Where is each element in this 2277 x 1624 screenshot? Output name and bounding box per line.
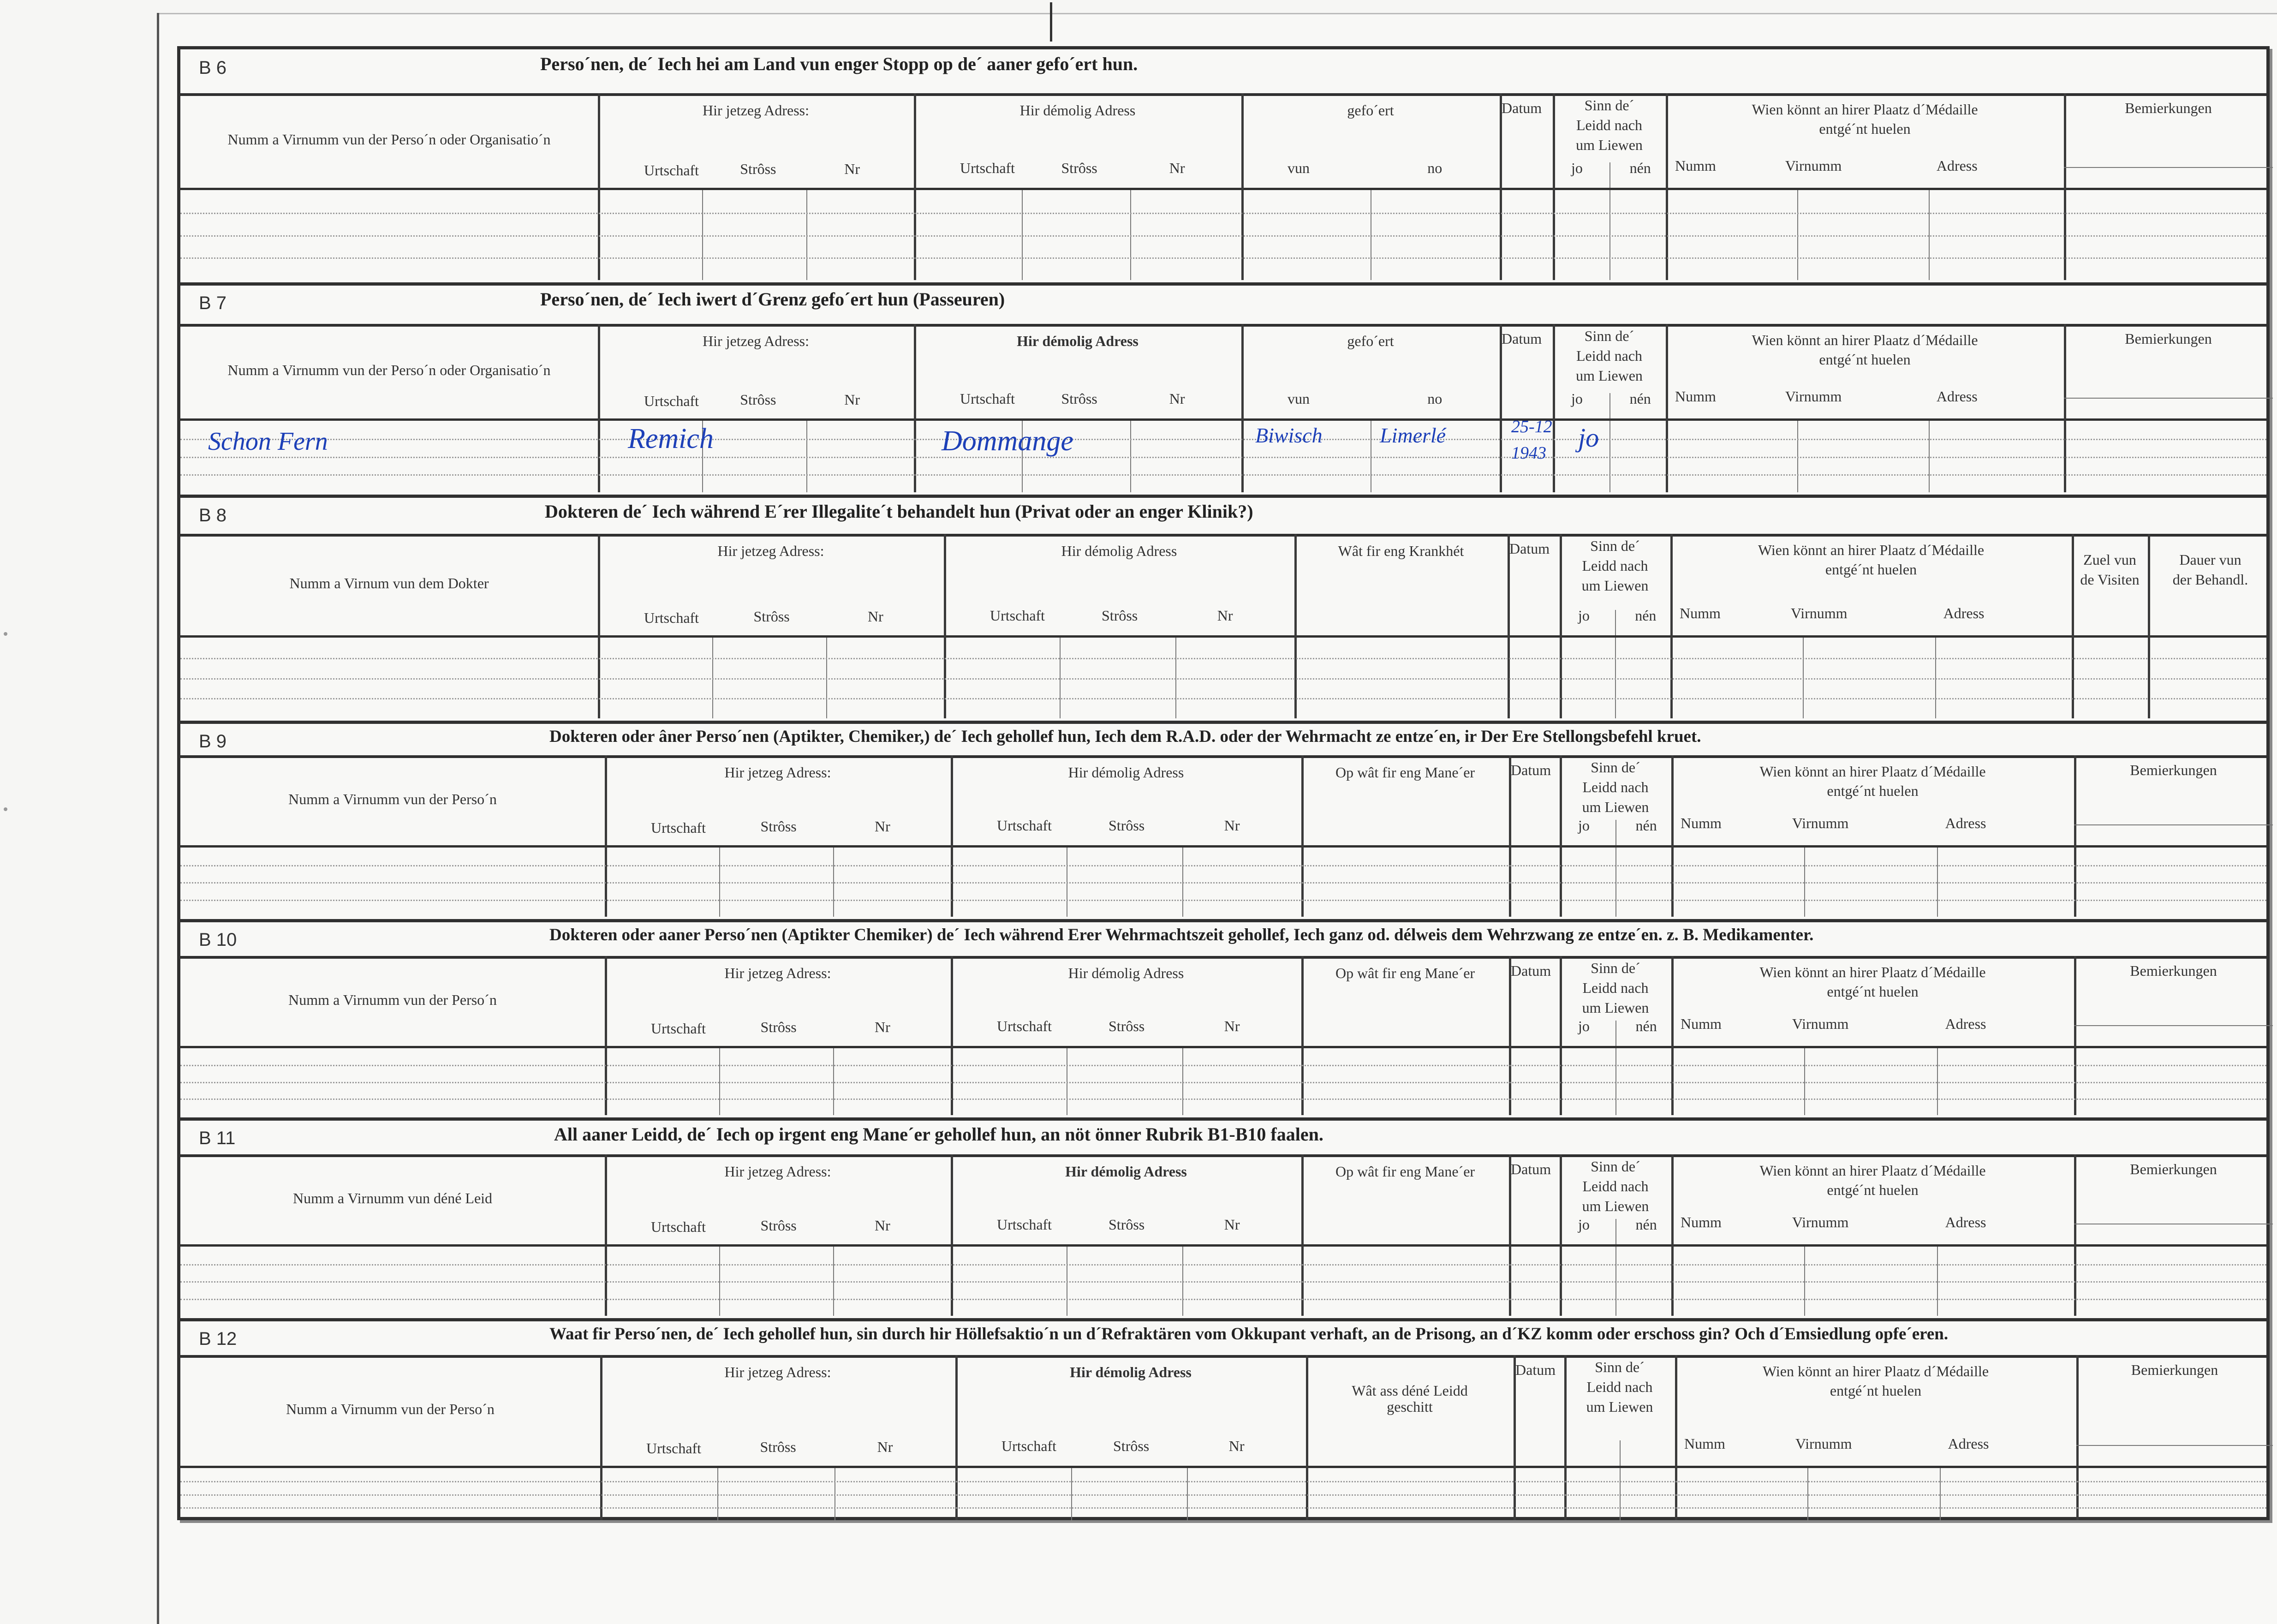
dotted-entry-line	[180, 439, 2266, 440]
dotted-entry-line	[180, 1481, 2266, 1482]
column-rule	[598, 93, 600, 280]
to-subheader: no	[1427, 160, 1442, 176]
dotted-entry-line	[180, 1281, 2266, 1283]
section-code: B 6	[199, 58, 227, 78]
street-subheader: Strôss	[1109, 1018, 1145, 1034]
place-subheader: Urtschaft	[644, 393, 699, 409]
remarks-header: Bemierkungen	[2130, 1161, 2217, 1177]
number-subheader: Nr	[875, 1217, 890, 1234]
address-subheader: Adress	[1943, 605, 1985, 621]
from-subheader: vun	[1288, 390, 1310, 407]
handwritten-name: Schon Fern	[208, 427, 328, 456]
header-rule	[180, 1355, 2266, 1358]
section-divider	[180, 495, 2266, 498]
former-address-header: Hir démolig Adress	[1065, 1163, 1187, 1180]
name-column-header: Numm a Virnumm vun déné Leid	[292, 1189, 493, 1206]
name-column-header: Numm a Virnumm vun der Perso´n	[288, 790, 497, 807]
section-divider	[180, 721, 2266, 724]
street-subheader: Strôss	[1109, 817, 1145, 834]
firstname-subheader: Virnumm	[1792, 1015, 1849, 1032]
column-rule	[1509, 956, 1511, 1115]
column-rule	[944, 534, 946, 718]
address-subheader: Adress	[1936, 157, 1978, 174]
handwritten-yes: jo	[1578, 423, 1599, 453]
column-rule	[1509, 755, 1511, 917]
duration-header: Dauer vun der Behandl.	[2172, 551, 2248, 588]
name-column-header: Numm a Virnumm vun der Perso´n	[286, 1401, 495, 1417]
header-rule	[180, 956, 2266, 959]
section-divider	[180, 1117, 2266, 1121]
dotted-entry-line	[180, 900, 2266, 901]
sub-rule	[2074, 1025, 2273, 1026]
dotted-entry-line	[180, 678, 2266, 680]
risk-header: Sinn de´ Leidd nach um Liewen	[1576, 97, 1643, 154]
header-bottom-rule	[180, 418, 2266, 421]
medal-header: Wien könnt an hirer Plaatz d´Médaille entgé´nt huelen	[1759, 964, 1986, 1000]
manner-header: Op wât fir eng Mane´er	[1335, 1163, 1475, 1180]
number-subheader: Nr	[1217, 607, 1233, 624]
manner-header: Op wât fir eng Mane´er	[1335, 764, 1475, 781]
dotted-entry-line	[180, 213, 2266, 214]
handwritten-current-place: Remich	[628, 423, 714, 454]
section-title: Waat fir Perso´nen, de´ Iech gehollef hun, sin durch hir Höllefsaktio´n un d´Refraktären vom Okkupant verhaft, an de Prisong, an d´KZ komm oder erschoss gin? Och d´Emsiedlung opfe´eren.	[549, 1325, 1949, 1343]
current-address-header: Hir jetzeg Adress:	[724, 965, 831, 981]
dotted-entry-line	[180, 235, 2266, 237]
number-subheader: Nr	[844, 161, 860, 177]
medal-header: Wien könnt an hirer Plaatz d´Médaille entgé´nt huelen	[1752, 101, 1978, 137]
place-subheader: Urtschaft	[997, 1018, 1052, 1034]
no-subheader: nén	[1635, 607, 1657, 624]
number-subheader: Nr	[844, 391, 860, 408]
sub-column-rule	[1615, 610, 1616, 635]
section-title: Dokteren oder âner Perso´nen (Aptikter, Chemiker,) de´ Iech gehollef hun, Iech dem R.A.D. oder der Wehrmacht ze entze´en, ir Der Ere Stellongsbefehl kruet.	[549, 727, 1701, 746]
risk-header: Sinn de´ Leidd nach um Liewen	[1582, 1158, 1649, 1215]
what-happened-header: Wât ass déné Leidd geschitt	[1352, 1382, 1468, 1415]
medal-header: Wien könnt an hirer Plaatz d´Médaille entgé´nt huelen	[1759, 763, 1986, 799]
scan-mark	[4, 632, 7, 636]
date-header: Datum	[1502, 330, 1542, 347]
number-subheader: Nr	[1169, 390, 1185, 407]
yes-subheader: jo	[1578, 1216, 1590, 1233]
date-header: Datum	[1509, 540, 1550, 557]
dotted-entry-line	[180, 1507, 2266, 1509]
sub-column-rule	[1615, 1219, 1616, 1244]
dotted-entry-line	[180, 698, 2266, 699]
address-subheader: Adress	[1936, 388, 1978, 405]
former-address-header: Hir démolig Adress	[1068, 764, 1184, 781]
street-subheader: Strôss	[1061, 160, 1097, 176]
section-code: B 7	[199, 293, 227, 313]
column-rule	[1508, 534, 1510, 718]
surname-subheader: Numm	[1681, 1214, 1722, 1230]
dotted-entry-line	[180, 1082, 2266, 1083]
street-subheader: Strôss	[1109, 1216, 1145, 1233]
header-bottom-rule	[180, 635, 2266, 638]
former-address-header: Hir démolig Adress	[1019, 102, 1136, 119]
header-rule	[180, 1154, 2266, 1157]
address-subheader: Adress	[1945, 815, 1986, 831]
number-subheader: Nr	[1169, 160, 1185, 176]
section-code: B 8	[199, 505, 227, 525]
former-address-header: Hir démolig Adress	[1068, 965, 1184, 981]
place-subheader: Urtschaft	[651, 1218, 706, 1235]
handwritten-from-place: Biwisch	[1255, 424, 1323, 447]
to-subheader: no	[1427, 390, 1442, 407]
place-subheader: Urtschaft	[651, 1020, 706, 1037]
remarks-header: Bemierkungen	[2125, 330, 2212, 347]
place-subheader: Urtschaft	[644, 609, 699, 626]
place-subheader: Urtschaft	[960, 390, 1015, 407]
remarks-header: Bemierkungen	[2130, 962, 2217, 979]
section-code: B 11	[199, 1128, 236, 1148]
no-subheader: nén	[1635, 1018, 1657, 1034]
column-rule	[2074, 956, 2076, 1115]
place-subheader: Urtschaft	[651, 819, 706, 836]
section-divider	[180, 1318, 2266, 1321]
current-address-header: Hir jetzeg Adress:	[724, 1364, 831, 1380]
dotted-entry-line	[180, 257, 2266, 259]
column-rule	[598, 534, 600, 718]
header-bottom-rule	[180, 1466, 2266, 1468]
place-subheader: Urtschaft	[960, 160, 1015, 176]
dotted-entry-line	[180, 1264, 2266, 1266]
dotted-entry-line	[180, 1099, 2266, 1100]
street-subheader: Strôss	[1113, 1438, 1150, 1454]
top-tick-mark	[1050, 2, 1052, 42]
current-address-header: Hir jetzeg Adress:	[702, 102, 810, 119]
sub-rule	[2074, 824, 2273, 825]
sub-rule	[2064, 167, 2273, 168]
no-subheader: nén	[1635, 1216, 1657, 1233]
date-header: Datum	[1511, 1161, 1551, 1177]
address-subheader: Adress	[1945, 1015, 1986, 1032]
column-rule	[1241, 93, 1244, 280]
dotted-entry-line	[180, 865, 2266, 866]
dotted-entry-line	[180, 1494, 2266, 1496]
dotted-entry-line	[180, 457, 2266, 458]
medal-header: Wien könnt an hirer Plaatz d´Médaille entgé´nt huelen	[1762, 1363, 1989, 1399]
header-rule	[180, 324, 2266, 327]
sub-rule	[2064, 398, 2273, 399]
header-rule	[180, 755, 2266, 758]
number-subheader: Nr	[1224, 817, 1240, 834]
name-column-header: Numm a Virnum vun dem Dokter	[289, 575, 489, 591]
firstname-subheader: Virnumm	[1795, 1435, 1852, 1452]
date-header: Datum	[1502, 100, 1542, 116]
risk-header: Sinn de´ Leidd nach um Liewen	[1582, 960, 1649, 1016]
firstname-subheader: Virnumm	[1785, 388, 1842, 405]
medal-header: Wien könnt an hirer Plaatz d´Médaille entgé´nt huelen	[1759, 1162, 1986, 1198]
column-rule	[2064, 93, 2066, 280]
surname-subheader: Numm	[1680, 605, 1721, 621]
section-title: All aaner Leidd, de´ Iech op irgent eng Mane´er gehollef hun, an nöt önner Rubrik B1-B10 faalen.	[554, 1124, 1323, 1145]
number-subheader: Nr	[1224, 1216, 1240, 1233]
remarks-header: Bemierkungen	[2130, 762, 2217, 778]
sub-rule	[2076, 1445, 2273, 1446]
column-rule	[1500, 93, 1502, 280]
number-subheader: Nr	[877, 1439, 893, 1455]
column-rule	[2074, 1154, 2076, 1316]
scan-mark	[4, 807, 7, 811]
section-title: Dokteren de´ Iech während E´rer Illegalite´t behandelt hun (Privat oder an enger Klinik?)	[545, 501, 1253, 522]
street-subheader: Strôss	[760, 1019, 797, 1035]
sub-column-rule	[1615, 1021, 1616, 1046]
no-subheader: nén	[1635, 817, 1657, 834]
address-subheader: Adress	[1945, 1214, 1986, 1230]
street-subheader: Strôss	[760, 1439, 796, 1455]
illness-header: Wât fir eng Krankhét	[1338, 543, 1464, 559]
firstname-subheader: Virnumm	[1785, 157, 1842, 174]
risk-header: Sinn de´ Leidd nach um Liewen	[1581, 537, 1649, 594]
section-title: Dokteren oder aaner Perso´nen (Aptikter Chemiker) de´ Iech während Erer Wehrmachtszeit gehollef, Iech ganz od. délweis dem Wehrzwang ze entze´en. z. B. Medikamenter.	[549, 925, 1814, 944]
dotted-entry-line	[180, 882, 2266, 884]
handwritten-to-place: Limerlé	[1380, 424, 1446, 447]
section-title: Perso´nen, de´ Iech hei am Land vun enger Stopp op de´ aaner gefo´ert hun.	[540, 54, 1138, 74]
medal-header: Wien könnt an hirer Plaatz d´Médaille entgé´nt huelen	[1758, 542, 1985, 578]
street-subheader: Strôss	[753, 608, 790, 625]
transported-header: gefo´ert	[1347, 102, 1394, 119]
number-subheader: Nr	[1228, 1438, 1245, 1454]
remarks-header: Bemierkungen	[2131, 1361, 2218, 1378]
former-address-header: Hir démolig Adress	[1017, 333, 1138, 349]
section-divider	[180, 919, 2266, 922]
name-column-header: Numm a Virnumm vun der Perso´n oder Organisatio´n	[227, 361, 551, 378]
header-bottom-rule	[180, 845, 2266, 848]
header-bottom-rule	[180, 1046, 2266, 1048]
section-title: Perso´nen, de´ Iech iwert d´Grenz gefo´ert hun (Passeuren)	[540, 289, 1005, 310]
header-rule	[180, 93, 2266, 96]
header-bottom-rule	[180, 1244, 2266, 1247]
sub-column-rule	[1609, 162, 1610, 188]
no-subheader: nén	[1629, 160, 1651, 176]
surname-subheader: Numm	[1681, 1015, 1722, 1032]
place-subheader: Urtschaft	[644, 162, 699, 179]
surname-subheader: Numm	[1681, 815, 1722, 831]
header-rule	[180, 534, 2266, 537]
medal-header: Wien könnt an hirer Plaatz d´Médaille entgé´nt huelen	[1752, 332, 1978, 368]
risk-header: Sinn de´ Leidd nach um Liewen	[1582, 759, 1649, 816]
visits-header: Zuel vun de Visiten	[2080, 551, 2140, 588]
date-header: Datum	[1515, 1361, 1556, 1378]
former-address-header: Hir démolig Adress	[1070, 1364, 1192, 1380]
street-subheader: Strôss	[760, 1217, 797, 1234]
dotted-entry-line	[180, 658, 2266, 659]
number-subheader: Nr	[868, 608, 883, 625]
column-rule	[1294, 534, 1297, 718]
section-code: B 9	[199, 731, 227, 752]
yes-subheader: jo	[1578, 817, 1590, 834]
street-subheader: Strôss	[760, 818, 797, 835]
remarks-header: Bemierkungen	[2125, 100, 2212, 116]
column-rule	[2148, 534, 2150, 718]
column-rule	[2064, 324, 2066, 492]
surname-subheader: Numm	[1675, 157, 1716, 174]
column-rule	[1500, 324, 1502, 492]
sub-column-rule	[1615, 820, 1616, 845]
no-subheader: nén	[1629, 390, 1651, 407]
surname-subheader: Numm	[1675, 388, 1716, 405]
yes-subheader: jo	[1571, 160, 1583, 176]
section-code: B 10	[199, 930, 237, 950]
firstname-subheader: Virnumm	[1792, 815, 1849, 831]
number-subheader: Nr	[875, 1019, 890, 1035]
name-column-header: Numm a Virnumm vun der Perso´n	[288, 991, 497, 1008]
date-header: Datum	[1511, 962, 1551, 979]
place-subheader: Urtschaft	[646, 1440, 702, 1457]
surname-subheader: Numm	[1684, 1435, 1725, 1452]
column-rule	[1509, 1154, 1511, 1316]
header-bottom-rule	[180, 188, 2266, 190]
name-column-header: Numm a Virnumm vun der Perso´n oder Organisatio´n	[227, 131, 551, 148]
street-subheader: Strôss	[1102, 607, 1138, 624]
number-subheader: Nr	[875, 818, 890, 835]
current-address-header: Hir jetzeg Adress:	[702, 333, 810, 349]
firstname-subheader: Virnumm	[1791, 605, 1848, 621]
risk-header: Sinn de´ Leidd nach um Liewen	[1586, 1359, 1653, 1415]
date-header: Datum	[1511, 762, 1551, 778]
firstname-subheader: Virnumm	[1792, 1214, 1849, 1230]
dotted-entry-line	[180, 1065, 2266, 1066]
place-subheader: Urtschaft	[997, 817, 1052, 834]
current-address-header: Hir jetzeg Adress:	[724, 764, 831, 781]
handwritten-former-place: Dommange	[942, 425, 1073, 457]
risk-header: Sinn de´ Leidd nach um Liewen	[1576, 328, 1643, 384]
column-rule	[2074, 755, 2076, 917]
sub-column-rule	[1620, 1440, 1621, 1466]
from-subheader: vun	[1288, 160, 1310, 176]
manner-header: Op wât fir eng Mane´er	[1335, 965, 1475, 981]
place-subheader: Urtschaft	[997, 1216, 1052, 1233]
street-subheader: Strôss	[740, 161, 776, 177]
current-address-header: Hir jetzeg Adress:	[717, 543, 824, 559]
place-subheader: Urtschaft	[1001, 1438, 1057, 1454]
street-subheader: Strôss	[740, 391, 776, 408]
yes-subheader: jo	[1571, 390, 1583, 407]
place-subheader: Urtschaft	[990, 607, 1045, 624]
yes-subheader: jo	[1578, 607, 1590, 624]
dotted-entry-line	[180, 1299, 2266, 1300]
address-subheader: Adress	[1948, 1435, 1989, 1452]
street-subheader: Strôss	[1061, 390, 1097, 407]
sub-column-rule	[1609, 393, 1610, 418]
section-divider	[180, 282, 2266, 286]
form-frame	[177, 46, 2270, 1520]
yes-subheader: jo	[1578, 1018, 1590, 1034]
current-address-header: Hir jetzeg Adress:	[724, 1163, 831, 1180]
handwritten-date: 25-12 1943	[1511, 417, 1552, 463]
former-address-header: Hir démolig Adress	[1061, 543, 1177, 559]
transported-header: gefo´ert	[1347, 333, 1394, 349]
dotted-entry-line	[180, 474, 2266, 476]
number-subheader: Nr	[1224, 1018, 1240, 1034]
column-rule	[914, 93, 916, 280]
section-code: B 12	[199, 1329, 237, 1349]
